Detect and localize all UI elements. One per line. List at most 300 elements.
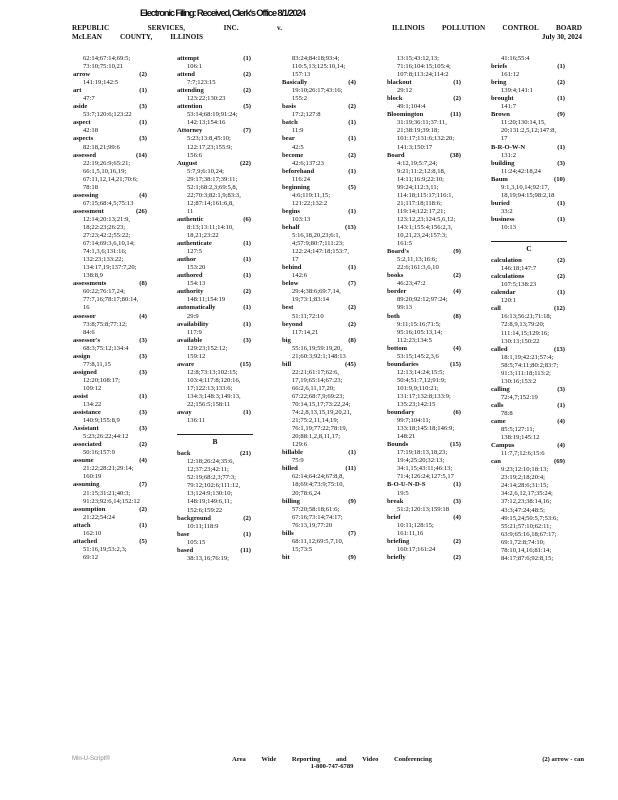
entry-references: 42:5 [292, 143, 304, 151]
entry-references: 49:1;104:4 [397, 103, 426, 111]
entry-head [491, 458, 591, 466]
entry-term: authored [177, 272, 203, 280]
entry-head [282, 361, 382, 369]
entry-term: arrow [73, 71, 91, 79]
index-entry [73, 353, 173, 369]
entry-head [177, 216, 277, 224]
entry-references: 53:15;145:2,3,6 [397, 352, 439, 360]
index-entry [491, 273, 591, 289]
entry-term: blackout [387, 79, 412, 87]
entry-term: assessment [73, 207, 104, 215]
entry-count: (10) [554, 175, 565, 183]
index-entry [387, 288, 487, 312]
reporter-word: Wide [261, 756, 277, 763]
entry-term: Bloomington [387, 111, 424, 119]
entry-count: (3) [139, 103, 147, 111]
entry-count: (1) [139, 87, 147, 95]
entry-references: 51:2;120:13;159:18 [397, 505, 450, 513]
entry-count: (9) [348, 497, 356, 505]
filing-stamp: Electronic Filing: Received, Clerk's Office 8/1/2024 [140, 8, 305, 19]
entry-head [491, 79, 591, 87]
entry-references: 16:13;56:21;71:18; 72:8,9,13;79:20; 111:14,15;129:16; 130:13;150:22 [501, 313, 552, 345]
index-entry [73, 208, 173, 280]
entry-references: 89:20;92:12;97:24; 99:13 [397, 296, 448, 312]
index-entry [491, 418, 591, 442]
entry-head [177, 304, 277, 312]
entry-term: Brown [491, 111, 510, 119]
entry-references: 117:14,21 [292, 328, 319, 336]
entry-term: aware [177, 360, 195, 368]
entry-term: begins [282, 207, 300, 215]
index-entry [177, 337, 277, 361]
index-entry [491, 257, 591, 273]
entry-references: 162:10 [83, 529, 102, 537]
entry-term: base [177, 530, 190, 538]
entry-term: billing [282, 497, 300, 505]
entry-count: (3) [557, 159, 565, 167]
entry-term: brief [387, 513, 401, 521]
index-entry [282, 465, 382, 497]
index-entry [282, 530, 382, 554]
entry-count: (9) [453, 248, 461, 256]
entry-references: 5:23;26:22;44:12 [83, 433, 129, 441]
index-entry [73, 522, 173, 538]
entry-count: (2) [243, 288, 251, 296]
entry-term: assessed [73, 151, 97, 159]
entry-head [177, 531, 277, 539]
entry-head [177, 450, 277, 458]
index-entry [282, 168, 382, 184]
entry-head [491, 257, 591, 265]
entry-references: 141:19;142:5 [83, 79, 119, 87]
entry-references: 134:22 [83, 401, 102, 409]
entry-term: both [387, 312, 400, 320]
entry-head [177, 103, 277, 111]
entry-count: (11) [240, 546, 251, 554]
entry-head [73, 208, 173, 216]
entry-count: (14) [136, 151, 147, 159]
entry-count: (7) [348, 529, 356, 537]
entry-references: 46:23;47:2 [397, 280, 426, 288]
entry-references: 17:19;18:13,18,23; 19:4;25:20;32:13; 34:1,15;43:11;46:13; 71:4;126:24;127:5,17 [397, 449, 454, 481]
page-range: (2) arrow - can [542, 756, 584, 763]
entry-term: block [387, 95, 403, 103]
entry-head [387, 248, 487, 256]
entry-references: 51:11;72:10 [292, 312, 324, 320]
index-entry [387, 481, 487, 497]
entry-head [282, 304, 382, 312]
entry-term: based [177, 546, 194, 554]
entry-count: (2) [348, 151, 356, 159]
index-entry [491, 144, 591, 160]
entry-head [73, 441, 173, 449]
entry-count: (8) [453, 312, 461, 320]
entry-count: (1) [453, 79, 461, 87]
entry-term: boundaries [387, 360, 419, 368]
entry-head [177, 337, 277, 345]
entry-count: (2) [348, 103, 356, 111]
entry-references: 42:6;137:23 [292, 159, 324, 167]
entry-count: (38) [450, 151, 461, 159]
entry-head [73, 87, 173, 95]
index-entry [491, 216, 591, 232]
index-entry [73, 71, 173, 87]
entry-term: assuming [73, 481, 100, 489]
entry-term: assumption [73, 505, 106, 513]
entry-term: Board's [387, 248, 409, 256]
index-entry [491, 402, 591, 418]
hearing-date: July 30, 2024 [541, 32, 582, 41]
index-entry [177, 547, 277, 563]
entry-head [387, 361, 487, 369]
entry-head [177, 515, 277, 523]
entry-term: billable [282, 449, 303, 457]
index-entry [177, 55, 277, 71]
index-entry [73, 119, 173, 135]
index-entry [177, 531, 277, 547]
index-entry [282, 264, 382, 280]
entry-head [491, 442, 591, 450]
agency-caption [392, 24, 582, 42]
index-entry [73, 506, 173, 522]
index-entry [177, 288, 277, 304]
index-entry [387, 248, 487, 272]
entry-references: 136:11 [187, 417, 206, 425]
entry-head [491, 418, 591, 426]
entry-head [73, 506, 173, 514]
entry-head [177, 55, 277, 63]
entry-references: 51:16,19;53:2,3; 69:12 [83, 545, 127, 561]
index-entry [177, 103, 277, 127]
entry-references: 10:11;128:15; 161:11,16 [397, 521, 434, 537]
index-entry [387, 498, 487, 514]
entry-references: 29:4;38:6;69:7,14, 19;73:1;83:14 [292, 288, 341, 304]
entry-head [491, 144, 591, 152]
entry-term: aspect [73, 119, 91, 127]
entry-count: (1) [243, 55, 251, 62]
entry-count: (2) [243, 71, 251, 79]
entry-count: (3) [139, 409, 147, 417]
entry-head [491, 176, 591, 184]
entry-head [282, 135, 382, 143]
entry-count: (26) [136, 207, 147, 215]
entry-count: (5) [243, 103, 251, 111]
entry-term: art [73, 87, 82, 95]
index-entry [177, 240, 277, 256]
index-entry [387, 409, 487, 441]
index-entry [282, 55, 382, 79]
entry-head [177, 256, 277, 264]
entry-term: B-O-U-N-D-S [387, 481, 426, 489]
entry-references: 22:19;26:9;65:21; 66:1,5,10,16,19; 67:11,12,14,21;70:6; 78:18 [83, 159, 138, 191]
index-entry [282, 449, 382, 465]
entry-count: (1) [139, 392, 147, 400]
entry-term: bear [282, 135, 295, 143]
entry-references: 47:7 [83, 95, 95, 103]
entry-term: associated [73, 441, 102, 449]
entry-head [73, 192, 173, 200]
index-entry [491, 95, 591, 111]
entry-term: assistance [73, 409, 101, 417]
entry-head [73, 280, 173, 288]
entry-references: 4:6;119:11,15; 121:22;132:2 [292, 191, 331, 207]
index-entry [282, 152, 382, 168]
entry-references: 142:6 [292, 272, 308, 280]
entry-term: calendar [491, 289, 516, 297]
entry-count: (5) [348, 183, 356, 191]
entry-head [387, 481, 487, 489]
entry-references: 33:2 [501, 207, 513, 215]
entry-head [73, 522, 173, 530]
entry-references: 9:11;15:16;71:5; 95:16;105:13,14; 112:23;134:5 [397, 320, 443, 344]
entry-term: bill [282, 360, 292, 368]
entry-head [491, 273, 591, 281]
entry-term: author [177, 256, 197, 264]
entry-head [491, 95, 591, 103]
entry-head [387, 498, 487, 506]
entry-count: (1) [348, 119, 356, 127]
index-entry [73, 87, 173, 103]
index-entry [387, 514, 487, 538]
entry-count: (1) [557, 143, 565, 151]
entry-references: 10:11;118:9 [187, 522, 219, 530]
entry-count: (21) [240, 450, 251, 458]
entry-head [282, 264, 382, 272]
entry-count: (2) [243, 87, 251, 95]
index-entry [73, 337, 173, 353]
entry-head [387, 288, 487, 296]
index-entry [177, 304, 277, 320]
entry-term: Assistant [73, 425, 99, 433]
entry-count: (7) [348, 280, 356, 288]
entry-references: 19:5 [397, 489, 409, 497]
index-entry [282, 554, 382, 562]
entry-head [387, 313, 487, 321]
index-entry [491, 442, 591, 458]
entry-term: automatically [177, 304, 216, 312]
index-entry [177, 361, 277, 409]
entry-references: 18:1,19;42:21;57:4; 58:5;74:11;80:2;83:7; 91:3;111:18;113:2; 130:16;153:2 [501, 353, 559, 385]
entry-term: behind [282, 264, 302, 272]
entry-references: 17:2;127:8 [292, 111, 321, 119]
entry-term: called [491, 345, 508, 353]
entry-head [73, 135, 173, 143]
entry-references: 75:9 [292, 457, 304, 465]
entry-head [282, 119, 382, 127]
entry-term: Bounds [387, 441, 409, 449]
index-entry [491, 346, 591, 386]
entry-references: 9:1,3,10,14;92:17, 18,19;94:15;98:2,18 [501, 183, 555, 199]
entry-term: available [177, 336, 203, 344]
index-entry [177, 216, 277, 240]
reporter-word: Conferencing [393, 756, 432, 763]
entry-references: 129:23;152:12; 159:12 [187, 344, 228, 360]
entry-references: 77:8,11,15 [83, 360, 111, 368]
entry-count: (4) [453, 344, 461, 352]
index-entry [282, 321, 382, 337]
entry-head [491, 289, 591, 297]
entry-head [73, 425, 173, 433]
entry-count: (3) [139, 135, 147, 143]
index-entry [282, 119, 382, 135]
entry-head [282, 321, 382, 329]
entry-references: 21:22;54:24 [83, 513, 115, 521]
reporter-word: Area [232, 756, 246, 763]
entry-references: 60:22;76:17,24; 77:7,16;78:17;80:14, 16 [83, 288, 139, 312]
caption-word: McLEAN [72, 32, 102, 41]
entry-count: (7) [243, 127, 251, 135]
entry-count: (1) [348, 135, 356, 143]
entry-references: 62:14;67:14;69:5; 73:10;75:10,21 [83, 55, 131, 71]
entry-head [73, 103, 173, 111]
entry-count: (4) [557, 442, 565, 450]
entry-term: billed [282, 465, 298, 473]
entry-references: 38:13,16;76:19; [187, 554, 229, 562]
index-entry [387, 55, 487, 79]
entry-count: (1) [243, 304, 251, 312]
entry-head [491, 346, 591, 354]
entry-count: (1) [243, 530, 251, 538]
entry-references: 72:4,7;152:19 [501, 393, 538, 401]
caption-word: SERVICES, [147, 24, 186, 32]
caption-word: v. [277, 24, 282, 32]
index-entry [282, 184, 382, 208]
entry-references: 4:12,19;5:7,24; 9:21;11:2;12:8,18, 14:11;16:9;22:10; 99:24;112:3,11; 114:18;115:17;116:1, 21;117:18;118:6; 119:14;122:17,21; 123:12,23;124:5,6,12; 143:1;155:4;156:2,3, 10,21,23,24;157:3; 161:5 [397, 159, 456, 248]
index-entry [282, 280, 382, 304]
section-letter: B [177, 434, 253, 446]
entry-term: attach [73, 521, 91, 529]
entry-term: beforehand [282, 167, 315, 175]
entry-references: 68:11,12;69:5,7,10, 15;73:5 [292, 537, 344, 553]
entry-term: assessor's [73, 336, 101, 344]
entry-count: (1) [139, 119, 147, 127]
entry-count: (4) [139, 457, 147, 465]
entry-head [73, 538, 173, 546]
reporter-word: Reporting [291, 756, 321, 763]
software-mark: Min-U-Script® [72, 756, 110, 762]
entry-references: 120:1 [501, 297, 517, 305]
entry-head [282, 465, 382, 473]
entry-references: 57:20;58:18;61:6; 67:16;73:14;74:17; 76:13,19;77:20 [292, 505, 343, 529]
entry-head [491, 111, 591, 119]
entry-references: 123:22;130:23 [187, 95, 226, 103]
entry-references: 12:13;14:24;15:5; 50:4;51:7,12;91:9; 101:9,9;110:21; 131:17;132:8;133:9; 135:23;142:15 [397, 368, 451, 409]
entry-term: assign [73, 352, 91, 360]
entry-references: 13:15;43:12,13; 71:16;104:15;105:4; 107:8;113:24;114:2 [397, 55, 451, 79]
index-entry [177, 409, 277, 425]
entry-head [387, 345, 487, 353]
entry-head [177, 240, 277, 248]
entry-references: 146:18;147:7 [501, 265, 537, 273]
entry-term: beginning [282, 183, 310, 191]
entry-head [177, 160, 277, 168]
index-column-3 [282, 55, 382, 562]
entry-term: assigned [73, 368, 97, 376]
entry-term: building [491, 159, 515, 167]
reporter-word: and [335, 756, 347, 763]
entry-term: aspects [73, 135, 94, 143]
entry-references: 116:24 [292, 175, 311, 183]
entry-head [282, 530, 382, 538]
entry-count: (9) [557, 111, 565, 119]
entry-term: batch [282, 119, 298, 127]
entry-term: assessments [73, 280, 107, 288]
entry-references: 53:14;68:19;91:24; 142:13;154:16 [187, 111, 238, 127]
entry-head [282, 337, 382, 345]
entry-head [282, 103, 382, 111]
entry-term: briefing [387, 537, 410, 545]
entry-count: (1) [243, 240, 251, 248]
entry-count: (3) [139, 352, 147, 360]
entry-term: away [177, 409, 192, 417]
entry-count: (7) [139, 481, 147, 489]
entry-count: (2) [453, 537, 461, 545]
entry-count: (45) [345, 360, 356, 368]
entry-references: 107:5;138:23 [501, 281, 537, 289]
entry-term: attempt [177, 55, 199, 62]
index-entry [282, 103, 382, 119]
entry-head [282, 280, 382, 288]
entry-references: 67:15;68:4,5;75:13 [83, 199, 134, 207]
entry-count: (4) [557, 418, 565, 426]
entry-references: 8:13;13:11;14:10, 18,21;23:22 [187, 223, 234, 240]
entry-count: (22) [240, 159, 251, 167]
entry-references: 53:7;120:6;123:22 [83, 111, 132, 119]
entry-references: 68:3;75:12;134:4 [83, 344, 129, 352]
entry-references: 12:14;20:13;21:9, 18;22:23;26:23; 27:23;42:2;55:22; 67:14;69:3,6,10,14; 74:1,3,6;131:16; 132:23;133:22; 134:17,19;137:7,20; 138:8,9 [83, 215, 137, 280]
index-entry [73, 393, 173, 409]
entry-count: (3) [243, 336, 251, 344]
entry-head [491, 386, 591, 394]
entry-references: 11:7,7;12:6;15:6 [501, 450, 545, 458]
entry-term: Board [387, 151, 405, 159]
entry-term: break [387, 497, 404, 505]
entry-references: 31:19;36:11;37:11, 21;38:19;39:18; 101:17;131:6;132:20; 141:3;150:17 [397, 119, 455, 151]
entry-count: (3) [139, 425, 147, 433]
entry-term: briefly [387, 553, 406, 561]
section-letter: C [491, 241, 567, 253]
entry-count: (13) [345, 223, 356, 231]
entry-references: 5:2,11,13;16:6; 22:6;161:3,6,10 [397, 256, 439, 272]
entry-references: 160:17;161:24 [397, 545, 436, 553]
entry-head [73, 409, 173, 417]
entry-head [491, 200, 591, 208]
entry-references: 78:8 [501, 409, 513, 417]
entry-term: assessing [73, 191, 99, 199]
index-entry [387, 554, 487, 562]
entry-count: (5) [139, 537, 147, 545]
entry-references: 5:16,18,20,23;6:1, 4;57:9;80:7;111:23; 122:24;147:18;153:7, 17 [292, 232, 349, 264]
entry-count: (2) [139, 441, 147, 449]
index-entry [73, 55, 173, 71]
entry-head [177, 409, 277, 417]
entry-references: 12:20;108:17; 109:12 [83, 376, 120, 392]
entry-head [387, 95, 487, 103]
entry-count: (2) [139, 505, 147, 513]
entry-count: (15) [450, 441, 461, 449]
entry-references: 29:12 [397, 87, 413, 95]
entry-head [73, 152, 173, 160]
entry-term: Basically [282, 79, 308, 87]
entry-count: (2) [348, 304, 356, 312]
entry-head [387, 409, 487, 417]
index-column-5 [491, 55, 591, 563]
index-entry [177, 127, 277, 159]
entry-head [73, 393, 173, 401]
reporter-info [232, 756, 432, 770]
index-entry [73, 425, 173, 441]
entry-references: 5:23;13:8,45:10; 122:17,23;155:9; 156:6 [187, 135, 233, 159]
